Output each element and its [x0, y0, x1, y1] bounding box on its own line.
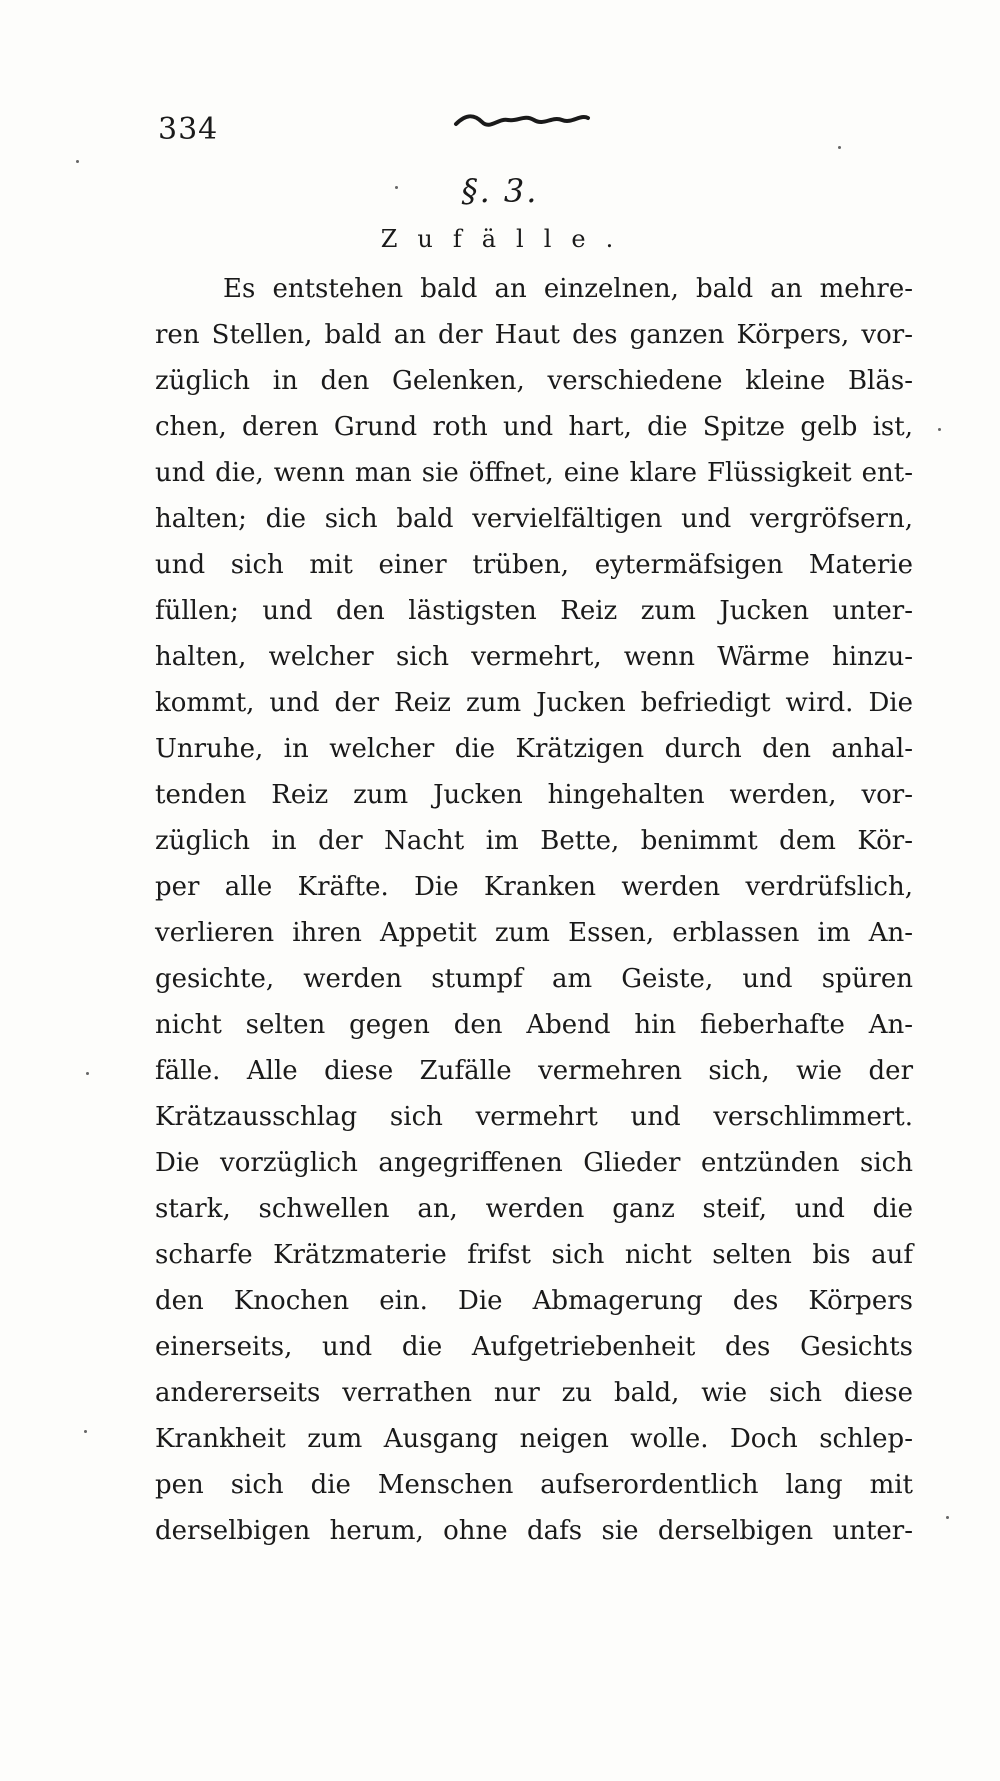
- paper-speck: [946, 1516, 949, 1519]
- section-heading: §. 3.: [461, 172, 539, 210]
- text-line: tenden Reiz zum Jucken hingehalten werden, vor-: [155, 780, 913, 810]
- section-title: Zufälle.: [380, 225, 634, 253]
- body-paragraph: [155, 266, 913, 1554]
- text-line: ren Stellen, bald an der Haut des ganzen Körpers, vor-: [155, 320, 913, 350]
- paper-speck: [76, 160, 79, 163]
- text-line: andererseits verrathen nur zu bald, wie sich diese: [155, 1378, 913, 1408]
- text-line: fälle. Alle diese Zufälle vermehren sich, wie der: [155, 1056, 913, 1086]
- text-line: den Knochen ein. Die Abmagerung des Körpers: [155, 1286, 913, 1316]
- text-line: gesichte, werden stumpf am Geiste, und spüren: [155, 964, 913, 994]
- text-line: Unruhe, in welcher die Krätzigen durch den anhal-: [155, 734, 913, 764]
- text-line: halten; die sich bald vervielfältigen und vergröfsern,: [155, 504, 913, 534]
- paper-speck: [86, 1072, 89, 1075]
- text-line: züglich in den Gelenken, verschiedene kleine Bläs-: [155, 366, 913, 396]
- ornament-flourish: [452, 108, 592, 134]
- paper-speck: [84, 1430, 87, 1433]
- text-line: Krankheit zum Ausgang neigen wolle. Doch schlep-: [155, 1424, 913, 1454]
- text-line: kommt, und der Reiz zum Jucken befriedigt wird. Die: [155, 688, 913, 718]
- text-line: und sich mit einer trüben, eytermäfsigen Materie: [155, 550, 913, 580]
- text-line: chen, deren Grund roth und hart, die Spitze gelb ist,: [155, 412, 913, 442]
- text-line: züglich in der Nacht im Bette, benimmt dem Kör-: [155, 826, 913, 856]
- text-line: pen sich die Menschen aufserordentlich lang mit: [155, 1470, 913, 1500]
- text-line: Krätzausschlag sich vermehrt und verschlimmert.: [155, 1102, 913, 1132]
- paper-speck: [938, 428, 941, 431]
- page-number: 334: [158, 112, 219, 147]
- text-line: Es entstehen bald an einzelnen, bald an mehre-: [223, 274, 913, 304]
- paper-speck: [395, 186, 398, 189]
- paper-speck: [838, 146, 841, 149]
- text-line: verlieren ihren Appetit zum Essen, erblassen im An-: [155, 918, 913, 948]
- text-line: füllen; und den lästigsten Reiz zum Jucken unter-: [155, 596, 913, 626]
- text-line: nicht selten gegen den Abend hin fieberhafte An-: [155, 1010, 913, 1040]
- text-line: derselbigen herum, ohne dafs sie derselbigen unter-: [155, 1516, 913, 1546]
- text-line: einerseits, und die Aufgetriebenheit des Gesichts: [155, 1332, 913, 1362]
- text-line: stark, schwellen an, werden ganz steif, und die: [155, 1194, 913, 1224]
- text-line: scharfe Krätzmaterie frifst sich nicht selten bis auf: [155, 1240, 913, 1270]
- text-line: Die vorzüglich angegriffenen Glieder entzünden sich: [155, 1148, 913, 1178]
- text-line: per alle Kräfte. Die Kranken werden verdrüfslich,: [155, 872, 913, 902]
- text-line: und die, wenn man sie öffnet, eine klare Flüssigkeit ent-: [155, 458, 913, 488]
- text-line: halten, welcher sich vermehrt, wenn Wärme hinzu-: [155, 642, 913, 672]
